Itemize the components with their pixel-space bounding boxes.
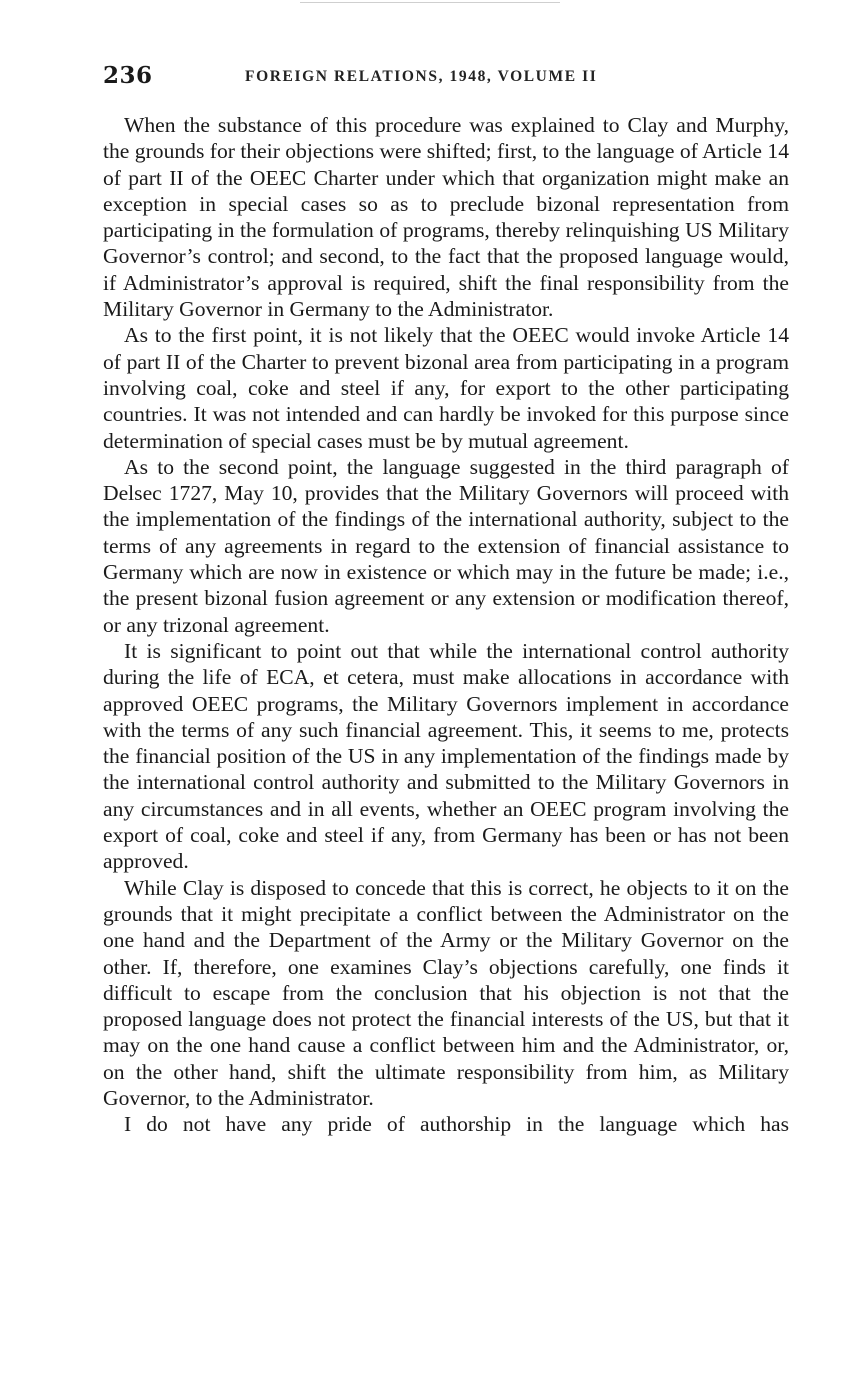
body-text [103, 112, 789, 1138]
top-rule [300, 2, 560, 3]
paragraph: While Clay is disposed to concede that this is correct, he objects to it on the grounds that it might precipitate a conflict between the Administrator on the one hand and the Department of the Army or the Military Governor on the other. If, therefore, one examines Clay’s objections carefully, one finds it difficult to escape from the conclusion that his objection is not that the proposed language does not protect the financial interests of the US, but that it may on the one hand cause a conflict between him and the Administrator, or, on the other hand, shift the ultimate responsibility from him, as Military Governor, to the Administrator. [103, 875, 789, 1110]
page-number: 236 [103, 62, 153, 89]
paragraph: As to the first point, it is not likely that the OEEC would invoke Article 14 of part II of the Charter to prevent bizonal area from participating in a program involving coal, coke and steel if any, for export to the other participating countries. It was not intended and can hardly be invoked for this purpose since determination of special cases must be by mutual agreement. [103, 323, 789, 453]
paragraph: It is significant to point out that while the international control authority during the life of ECA, et cetera, must make allocations in accordance with approved OEEC programs, the Military Governors implement in accordance with the terms of any such financial agreement. This, it seems to me, protects the financial position of the US in any implementation of the findings made by the international control authority and submitted to the Military Governors in any circumstances and in all events, whether an OEEC program involving the export of coal, coke and steel if any, from Germany has been or has not been approved. [103, 638, 789, 874]
running-title: FOREIGN RELATIONS, 1948, VOLUME II [245, 68, 598, 85]
paragraph: When the substance of this procedure was explained to Clay and Murphy, the grounds for their objections were shifted; first, to the language of Article 14 of part II of the OEEC Charter under which that organization might make an exception in special cases so as to preclude bizonal representation from participating in the formulation of programs, thereby relinquishing US Military Governor’s control; and second, to the fact that the proposed language would, if Administrator’s approval is required, shift the final responsibility from the Military Governor in Germany to the Administrator. [103, 113, 790, 322]
paragraph: As to the second point, the language suggested in the third paragraph of Delsec 1727, May 10, provides that the Military Governors will proceed with the implementation of the findings of the international authority, subject to the terms of any agreements in regard to the extension of financial assistance to Germany which are now in existence or which may in the future be made; i.e., the present bizonal fusion agreement or any extension or modification thereof, or any trizonal agreement. [103, 454, 789, 637]
running-head [103, 62, 789, 96]
paragraph-continued: I do not have any pride of authorship in the language which has [124, 1112, 789, 1137]
